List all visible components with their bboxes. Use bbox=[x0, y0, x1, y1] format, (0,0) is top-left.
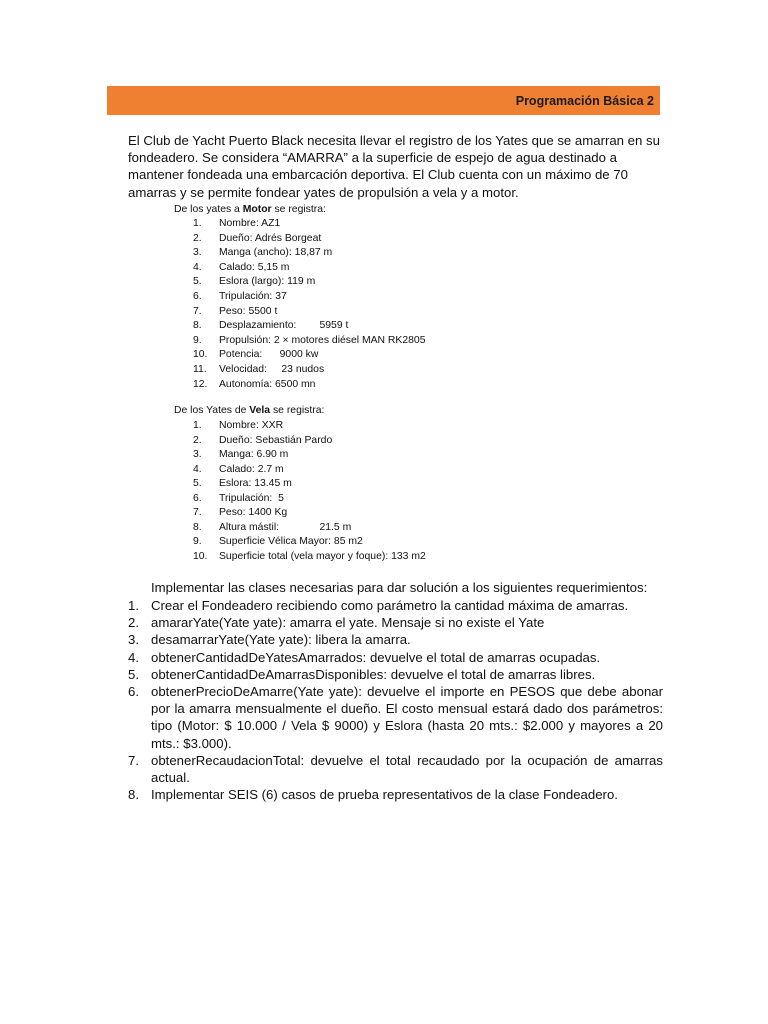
requirement-item bbox=[128, 683, 663, 752]
requirement-item bbox=[128, 649, 663, 666]
list-item bbox=[193, 477, 426, 492]
requirement-number: 3. bbox=[128, 632, 139, 648]
list-text: Altura mástil: 21.5 m bbox=[219, 521, 352, 533]
list-text: Superficie total (vela mayor y foque): 133 m2 bbox=[219, 550, 426, 562]
list-item bbox=[193, 275, 425, 290]
list-number: 6. bbox=[193, 492, 202, 504]
requirement-number: 4. bbox=[128, 649, 139, 665]
motor-title-suffix: se registra: bbox=[271, 204, 326, 215]
list-number: 1. bbox=[193, 420, 202, 431]
requirement-text: obtenerCantidadDeYatesAmarrados: devuelve el total de amarras ocupadas. bbox=[151, 649, 601, 665]
list-number: 8. bbox=[193, 521, 202, 533]
requirement-text: amararYate(Yate yate): amarra el yate. Mensaje si no existe el Yate bbox=[151, 615, 545, 631]
list-number: 12. bbox=[193, 378, 208, 390]
page-title: Programación Básica 2 bbox=[515, 93, 654, 108]
list-text: Manga: 6.90 m bbox=[219, 449, 289, 460]
list-number: 4. bbox=[193, 261, 202, 273]
list-item bbox=[193, 521, 426, 536]
list-number: 5. bbox=[193, 276, 202, 288]
requirement-text: Crear el Fondeadero recibiendo como parámetro la cantidad máxima de amarras. bbox=[151, 598, 629, 613]
requirement-item bbox=[128, 631, 663, 648]
list-number: 9. bbox=[193, 334, 202, 346]
vela-title-bold: Vela bbox=[249, 405, 271, 416]
list-item bbox=[193, 550, 426, 565]
requirements-list bbox=[128, 597, 663, 803]
list-text: Calado: 5,15 m bbox=[219, 261, 290, 273]
vela-section-title bbox=[174, 404, 324, 418]
requirement-text: obtenerPrecioDeAmarre(Yate yate): devuelve el importe en PESOS que debe abonar por la amarra mensualmente el dueño. El costo mensual estará dado dos parámetros: tipo (Motor: $ 10.000 / Vela $ 9000) y Eslora (hasta 20 mts.: $2.000 y mayores a 20 mts.: $3.000). bbox=[151, 684, 663, 751]
motor-title-prefix: De los yates a bbox=[174, 204, 243, 215]
requirement-item bbox=[128, 786, 663, 803]
list-item bbox=[193, 246, 425, 261]
list-text: Dueño: Sebastián Pardo bbox=[219, 434, 333, 446]
intro-paragraph: El Club de Yacht Puerto Black necesita llevar el registro de los Yates que se amarran en su fondeadero. Se considera “AMARRA” a la superficie de espejo de agua destinado a mantener fondeada una embarcación deportiva. El Club cuenta con un máximo de 70 amarras y se permite fondear yates de propulsión a vela y a motor. bbox=[128, 133, 660, 200]
list-number: 3. bbox=[193, 449, 202, 460]
list-item bbox=[193, 305, 425, 320]
motor-title-bold: Motor bbox=[242, 204, 272, 215]
list-text: Desplazamiento: 5959 t bbox=[219, 320, 349, 332]
list-text: Superficie Vélica Mayor: 85 m2 bbox=[219, 536, 363, 547]
list-text: Propulsión: 2 × motores diésel MAN RK2805 bbox=[219, 334, 426, 346]
requirements-intro: Implementar las clases necesarias para dar solución a los siguientes requerimientos: bbox=[151, 580, 648, 595]
list-text: Manga (ancho): 18,87 m bbox=[219, 247, 333, 259]
list-text: Velocidad: 23 nudos bbox=[219, 363, 325, 375]
list-number: 11. bbox=[193, 363, 207, 375]
list-text: Autonomía: 6500 mn bbox=[219, 378, 316, 390]
list-text: Nombre: XXR bbox=[219, 420, 284, 431]
vela-title-prefix: De los Yates de bbox=[174, 405, 250, 416]
requirement-item bbox=[128, 752, 663, 786]
list-item bbox=[193, 348, 425, 363]
list-number: 6. bbox=[193, 290, 202, 302]
list-item bbox=[193, 434, 426, 449]
list-item bbox=[193, 319, 425, 334]
requirement-number: 5. bbox=[128, 666, 139, 682]
list-text: Peso: 5500 t bbox=[219, 305, 278, 317]
motor-section-title bbox=[174, 203, 326, 217]
list-text: Tripulación: 37 bbox=[219, 290, 287, 302]
list-number: 4. bbox=[193, 463, 202, 475]
list-number: 5. bbox=[193, 478, 202, 489]
list-item bbox=[193, 506, 426, 521]
list-item bbox=[193, 217, 425, 232]
list-item bbox=[193, 232, 425, 247]
list-item bbox=[193, 261, 425, 276]
list-item bbox=[193, 334, 425, 349]
list-text: Eslora: 13.45 m bbox=[219, 478, 292, 489]
list-item bbox=[193, 363, 425, 378]
requirement-number: 1. bbox=[128, 598, 139, 613]
list-item bbox=[193, 448, 426, 463]
list-text: Tripulación: 5 bbox=[219, 492, 284, 504]
requirement-number: 2. bbox=[128, 615, 139, 631]
list-number: 7. bbox=[193, 305, 202, 317]
list-number: 9. bbox=[193, 536, 202, 547]
requirement-number: 8. bbox=[128, 787, 139, 803]
requirement-number: 7. bbox=[128, 752, 139, 768]
list-number: 2. bbox=[193, 434, 202, 446]
requirement-item bbox=[128, 597, 663, 614]
list-number: 1. bbox=[193, 218, 202, 229]
requirement-text: Implementar SEIS (6) casos de prueba representativos de la clase Fondeadero. bbox=[151, 787, 618, 803]
vela-title-suffix: se registra: bbox=[270, 405, 325, 416]
list-number: 10. bbox=[193, 349, 208, 361]
list-number: 3. bbox=[193, 247, 202, 259]
list-text: Peso: 1400 Kg bbox=[219, 507, 288, 518]
list-number: 2. bbox=[193, 232, 202, 244]
requirement-item bbox=[128, 614, 663, 631]
list-number: 8. bbox=[193, 320, 202, 332]
list-item bbox=[193, 535, 426, 550]
list-item bbox=[193, 378, 425, 393]
list-number: 7. bbox=[193, 507, 202, 518]
requirement-number: 6. bbox=[128, 684, 139, 700]
list-text: Calado: 2.7 m bbox=[219, 463, 284, 475]
list-text: Eslora (largo): 119 m bbox=[219, 276, 316, 288]
list-text: Nombre: AZ1 bbox=[219, 218, 281, 229]
requirement-text: obtenerRecaudacionTotal: devuelve el total recaudado por la ocupación de amarras actual. bbox=[151, 752, 663, 786]
list-item bbox=[193, 492, 426, 507]
list-item bbox=[193, 419, 426, 434]
list-number: 10. bbox=[193, 550, 208, 562]
header-bar bbox=[107, 86, 660, 115]
list-text: Dueño: Adrés Borgeat bbox=[219, 232, 322, 244]
list-text: Potencia: 9000 kw bbox=[219, 349, 319, 361]
requirement-text: obtenerCantidadDeAmarrasDisponibles: devuelve el total de amarras libres. bbox=[151, 666, 596, 682]
requirement-text: desamarrarYate(Yate yate): libera la amarra. bbox=[151, 632, 411, 648]
motor-spec-list bbox=[193, 217, 425, 392]
requirement-item bbox=[128, 666, 663, 683]
list-item bbox=[193, 463, 426, 478]
vela-spec-list bbox=[193, 419, 426, 564]
list-item bbox=[193, 290, 425, 305]
